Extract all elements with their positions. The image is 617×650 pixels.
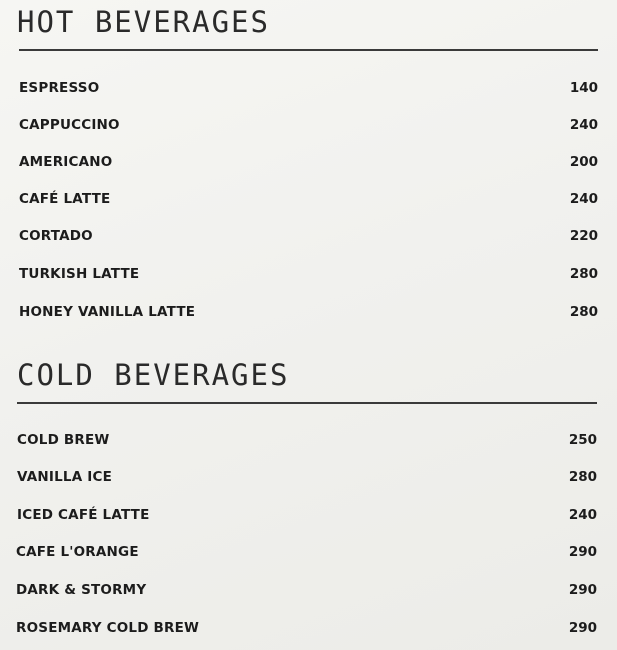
menu-item (16, 618, 597, 638)
item-name: CAFE L'ORANGE (16, 544, 139, 560)
item-name: AMERICANO (19, 154, 113, 170)
item-name: CAPPUCCINO (19, 117, 120, 133)
menu-item (19, 115, 598, 135)
hot-section-divider (19, 49, 598, 51)
item-price: 140 (569, 80, 598, 96)
item-price: 240 (569, 191, 598, 207)
menu-item (19, 78, 598, 98)
item-name: DARK & STORMY (16, 582, 147, 598)
menu-item (16, 542, 597, 562)
item-name: HONEY VANILLA LATTE (19, 304, 196, 320)
item-price: 280 (568, 469, 597, 485)
menu-item (19, 152, 598, 172)
item-name: CORTADO (19, 228, 93, 244)
cold-beverages-heading: COLD BEVERAGES (17, 358, 290, 392)
item-price: 280 (569, 304, 598, 320)
menu-item (19, 226, 598, 246)
item-name: ICED CAFÉ LATTE (17, 507, 150, 523)
item-price: 240 (568, 507, 597, 523)
item-price: 280 (569, 266, 598, 282)
menu-item (19, 302, 598, 322)
item-name: ESPRESSO (19, 80, 100, 96)
item-name: CAFÉ LATTE (19, 191, 111, 207)
menu-item (19, 189, 598, 209)
item-name: ROSEMARY COLD BREW (16, 620, 200, 636)
item-price: 200 (569, 154, 598, 170)
item-price: 290 (568, 620, 597, 636)
cold-section-divider (17, 402, 597, 404)
hot-beverages-heading: HOT BEVERAGES (17, 5, 270, 39)
menu-item (17, 430, 597, 450)
menu-item (17, 467, 597, 487)
item-price: 290 (568, 582, 597, 598)
item-name: COLD BREW (17, 432, 110, 448)
item-price: 250 (568, 432, 597, 448)
menu-item (16, 580, 597, 600)
item-price: 220 (569, 228, 598, 244)
menu-item (19, 264, 598, 284)
item-name: TURKISH LATTE (19, 266, 140, 282)
item-price: 290 (568, 544, 597, 560)
menu-item (17, 505, 597, 525)
item-name: VANILLA ICE (17, 469, 113, 485)
item-price: 240 (569, 117, 598, 133)
